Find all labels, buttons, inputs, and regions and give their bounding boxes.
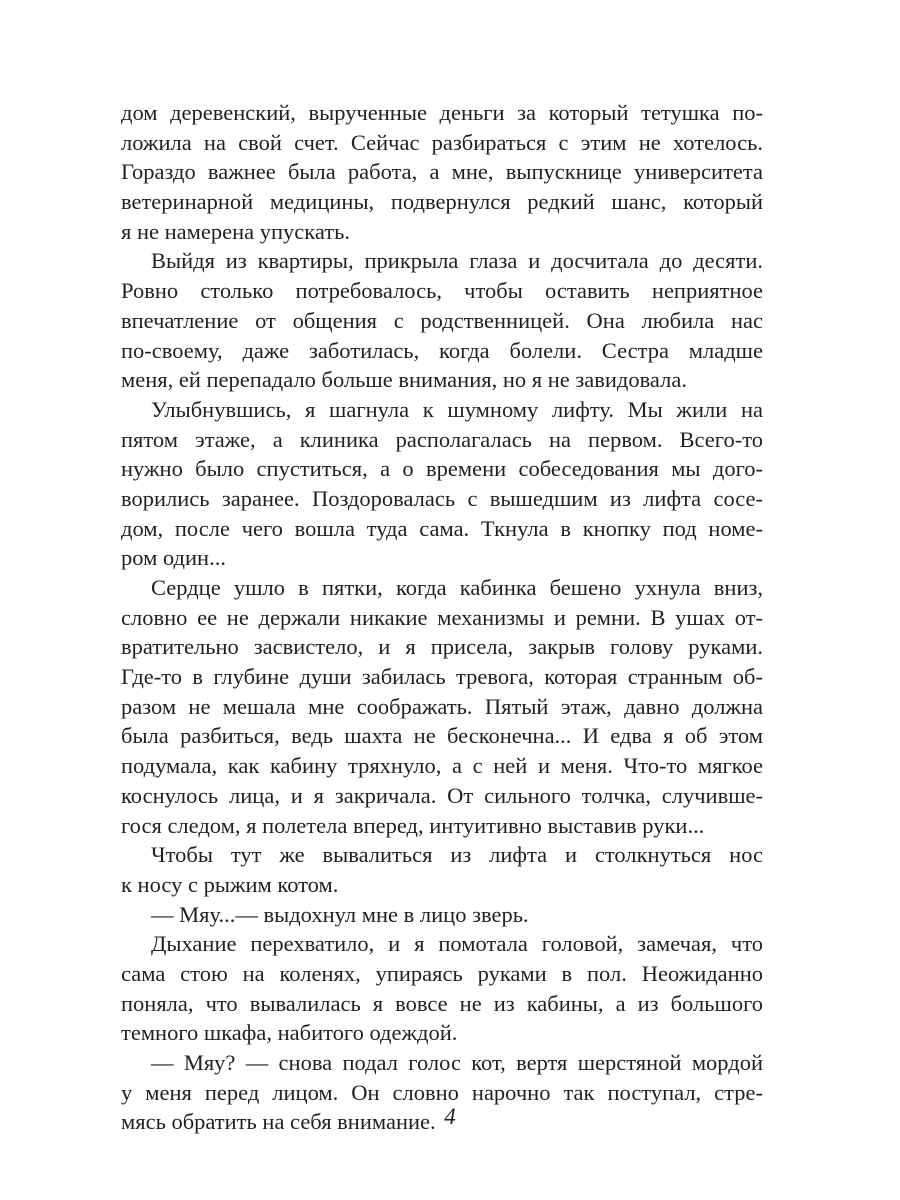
text-line: по-своему, даже заботилась, когда болели. Сестра младше <box>121 337 763 363</box>
text-line: ветеринарной медицины, подвернулся редкий шанс, который <box>121 189 763 215</box>
text-line: Ровно столько потребовалось, чтобы оставить неприятное <box>121 278 763 304</box>
text-line: к носу с рыжим котом. <box>121 871 339 897</box>
page-number: 4 <box>444 1104 456 1129</box>
text-line: у меня перед лицом. Он словно нарочно так поступал, стре- <box>121 1079 763 1105</box>
text-line: Улыбнувшись, я шагнула к шумному лифту. Мы жили на <box>151 396 763 422</box>
text-line: Где-то в глубине души забилась тревога, которая странным об- <box>121 664 763 690</box>
text-line: была разбиться, ведь шахта не бесконечна... И едва я об этом <box>121 723 763 749</box>
text-line: — Мяу? — снова подал голос кот, вертя шерстяной мордой <box>151 1050 763 1075</box>
text-line: поняла, что вывалилась я вовсе не из кабины, а из большого <box>121 990 763 1016</box>
text-line: словно ее не держали никакие механизмы и ремни. В ушах от- <box>121 604 763 630</box>
text-line: пятом этаже, а клиника располагалась на первом. Всего-то <box>121 426 763 452</box>
text-line: Сердце ушло в пятки, когда кабинка бешено ухнула вниз, <box>151 575 763 600</box>
text-line: коснулось лица, и я закричала. От сильного толчка, случивше- <box>121 782 763 808</box>
text-line: Дыхание перехватило, и я помотала головой, замечая, что <box>151 931 763 957</box>
text-line: меня, ей перепадало больше внимания, но я не завидовала. <box>121 367 687 393</box>
text-line: ворились заранее. Поздоровалась с вышедшим из лифта сосе- <box>121 485 763 511</box>
text-line: дом, после чего вошла туда сама. Ткнула в кнопку под номе- <box>121 515 763 541</box>
text-line: дом деревенский, вырученные деньги за который тетушка по- <box>121 100 763 125</box>
text-line: нужно было спуститься, а о времени собеседования мы дого- <box>121 456 763 482</box>
body-text <box>121 98 763 1137</box>
text-line: Чтобы тут же вывалиться из лифта и столкнуться нос <box>151 842 763 868</box>
text-line: — Мяу...— выдохнул мне в лицо зверь. <box>151 901 529 927</box>
text-line: Выйдя из квартиры, прикрыла глаза и досчитала до десяти. <box>151 248 763 274</box>
text-line: мясь обратить на себя внимание. <box>121 1109 436 1135</box>
text-line: впечатление от общения с родственницей. Она любила нас <box>121 307 763 333</box>
text-line: подумала, как кабину тряхнуло, а с ней и меня. Что-то мягкое <box>121 753 763 779</box>
text-line: разом не мешала мне соображать. Пятый этаж, давно должна <box>121 693 763 719</box>
text-line: гося следом, я полетела вперед, интуитивно выставив руки... <box>121 812 705 838</box>
text-line: вратительно засвистело, и я присела, закрыв голову руками. <box>121 634 763 660</box>
text-line: темного шкафа, набитого одеждой. <box>121 1020 458 1046</box>
text-line: Гораздо важнее была работа, а мне, выпускнице университета <box>121 159 763 185</box>
text-line: сама стою на коленях, упираясь руками в пол. Неожиданно <box>121 960 763 986</box>
text-line: ром один... <box>121 545 226 571</box>
text-line: ложила на свой счет. Сейчас разбираться с этим не хотелось. <box>121 129 763 155</box>
text-line: я не намерена упускать. <box>121 218 351 244</box>
